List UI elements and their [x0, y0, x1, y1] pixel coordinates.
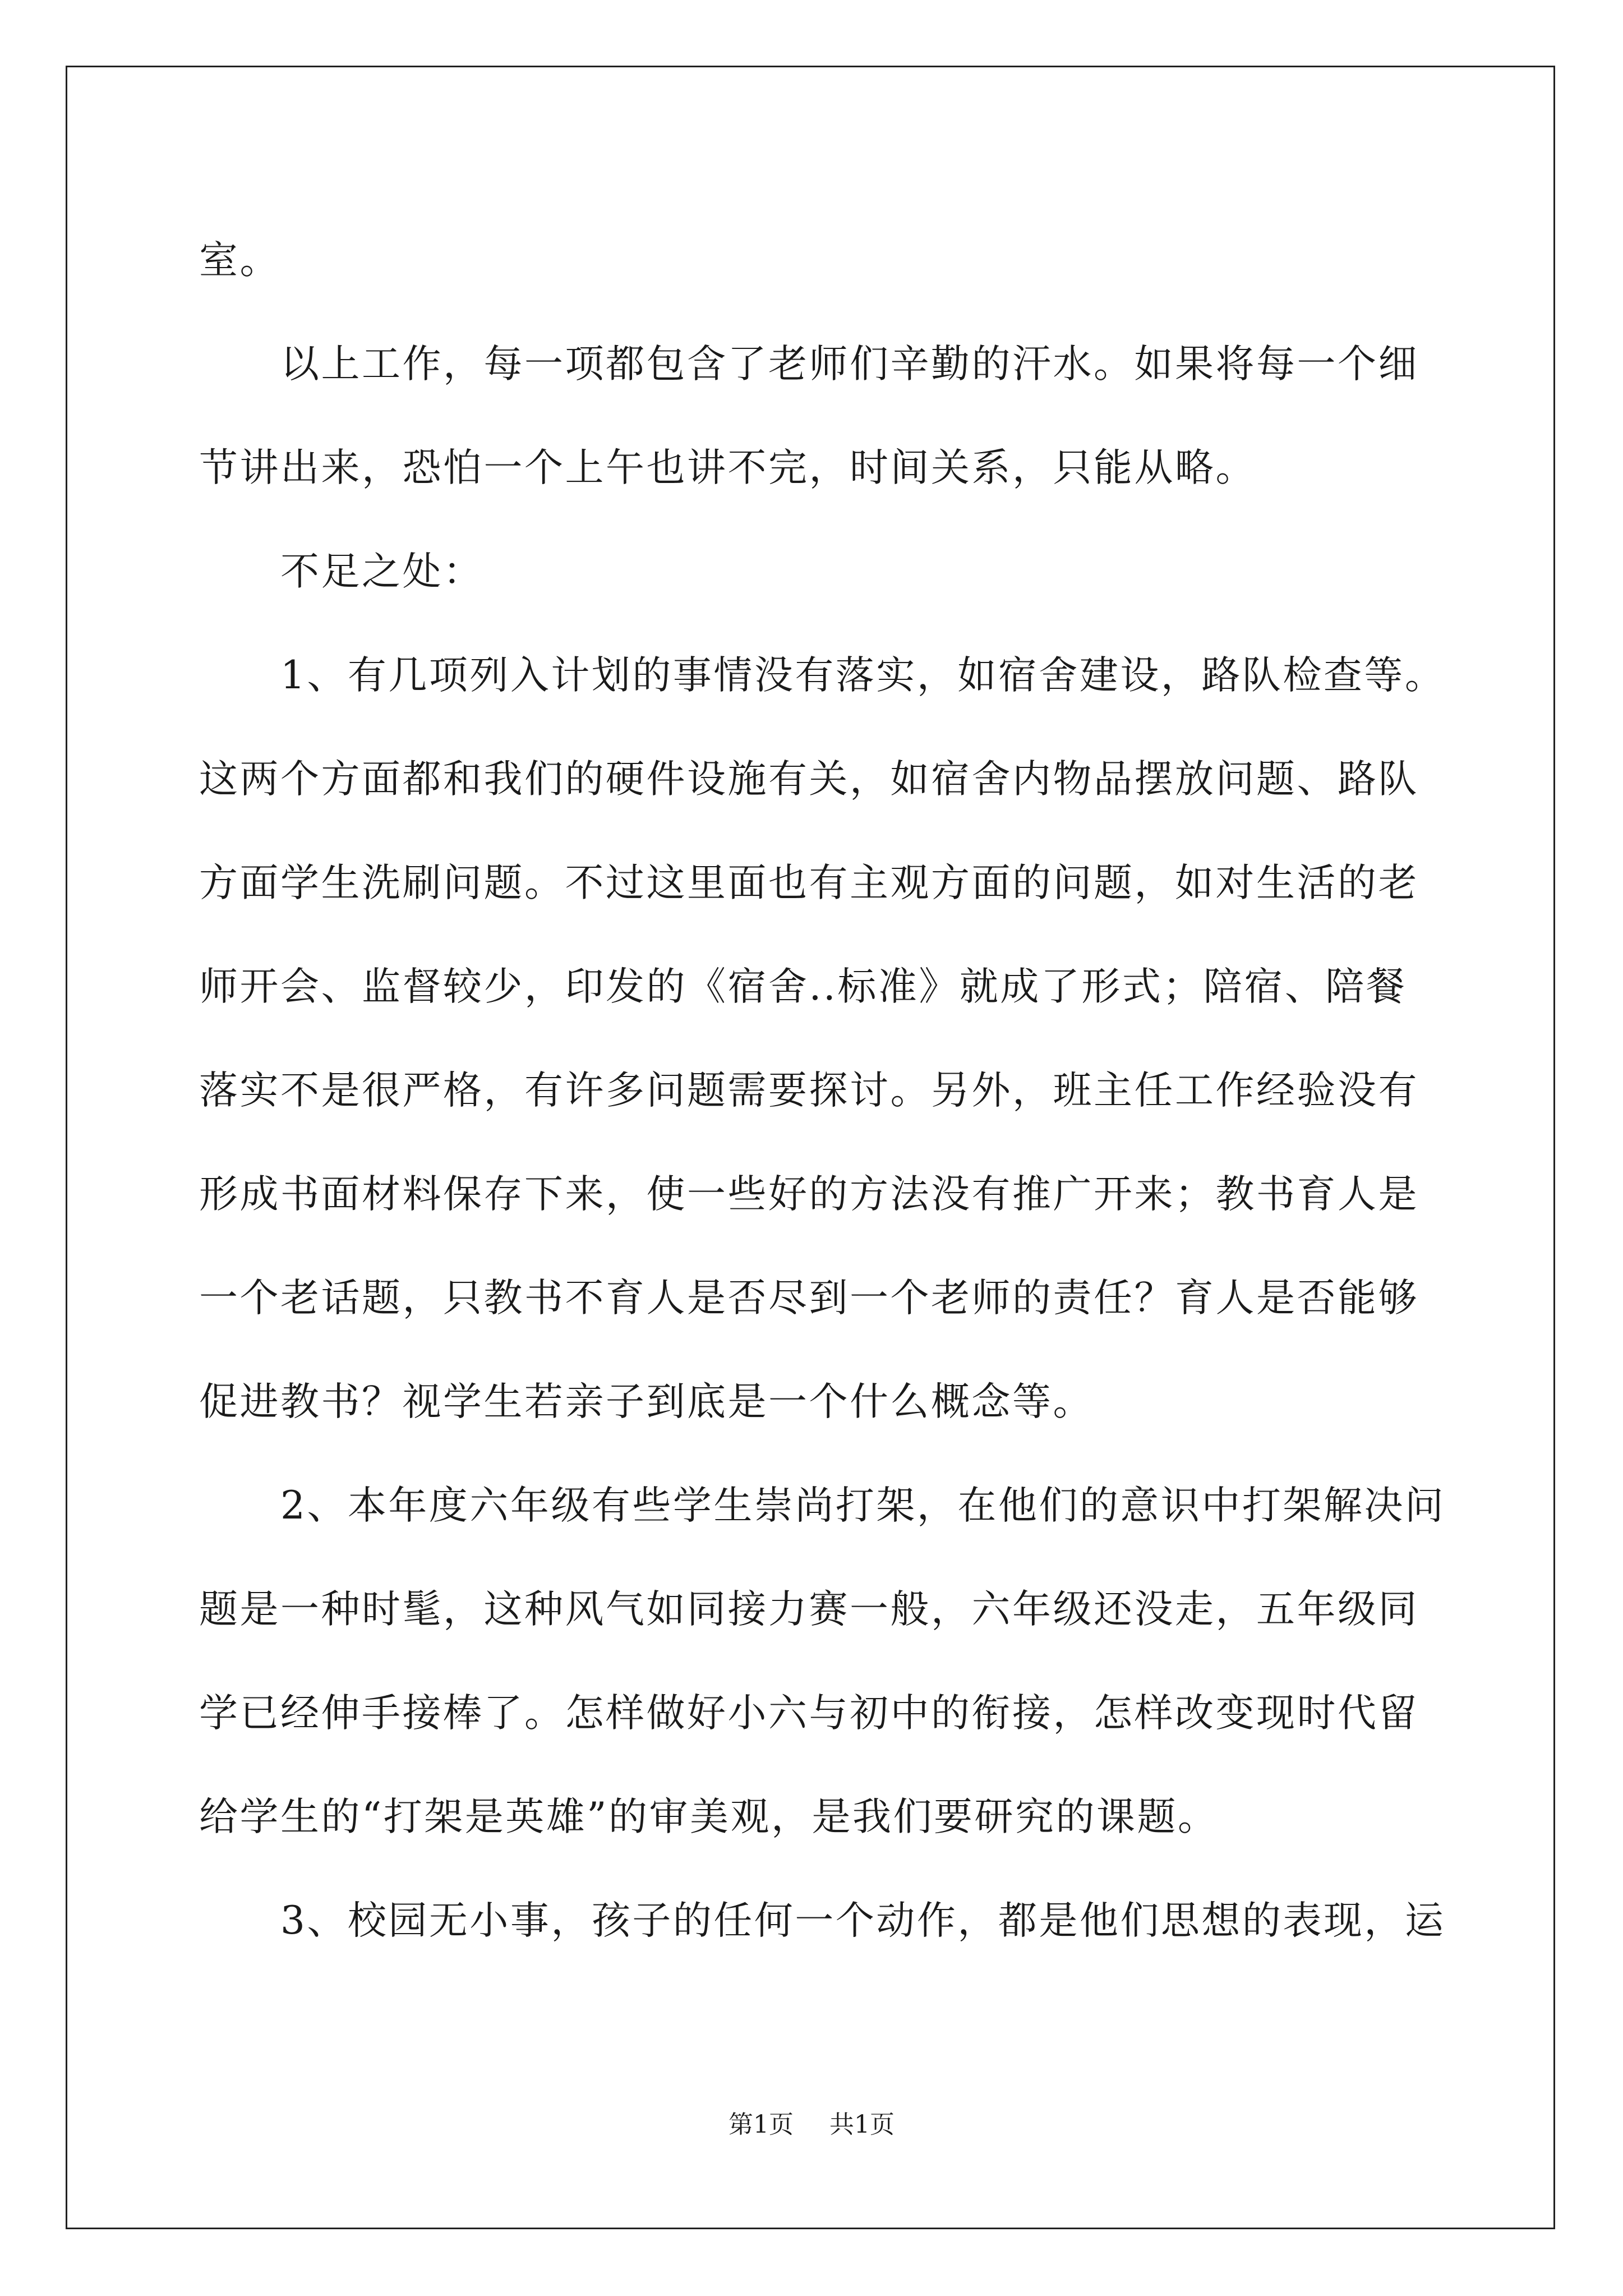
text-line-8: 师开会、监督较少，印发的《宿舍..标准》就成了形式；陪宿、陪餐 [199, 964, 1407, 1009]
text-line-17: 3、校园无小事，孩子的任何一个动作，都是他们思想的表现，运 [280, 1898, 1446, 1943]
text-line-12: 促进教书？视学生若亲子到底是一个什么概念等。 [199, 1379, 1094, 1424]
text-line-10: 形成书面材料保存下来，使一些好的方法没有推广开来；教书育人是 [199, 1172, 1419, 1217]
page-total: 共1页 [829, 2110, 895, 2139]
text-line-2: 以上工作，每一项都包含了老师们辛勤的汗水。如果将每一个细 [280, 342, 1419, 386]
document-body [199, 209, 1446, 1973]
text-line-5: 1、有几项列入计划的事情没有落实，如宿舍建设，路队检查等。 [280, 653, 1446, 698]
text-line-3: 节讲出来，恐怕一个上午也讲不完，时间关系，只能从略。 [199, 445, 1256, 490]
text-line-11: 一个老话题，只教书不育人是否尽到一个老师的责任？育人是否能够 [199, 1276, 1419, 1320]
text-line-13: 2、本年度六年级有些学生崇尚打架，在他们的意识中打架解决问 [280, 1483, 1446, 1528]
page-footer [0, 2108, 1623, 2142]
text-line-6: 这两个方面都和我们的硬件设施有关，如宿舍内物品摆放问题、路队 [199, 757, 1419, 802]
text-line-4: 不足之处： [280, 549, 484, 594]
text-line-1: 室。 [199, 238, 280, 283]
page-number: 第1页 [728, 2110, 794, 2139]
text-line-9: 落实不是很严格，有许多问题需要探讨。另外，班主任工作经验没有 [199, 1068, 1419, 1113]
text-line-7: 方面学生洗刷问题。不过这里面也有主观方面的问题，如对生活的老 [199, 861, 1419, 905]
text-line-15: 学已经伸手接棒了。怎样做好小六与初中的衔接，怎样改变现时代留 [199, 1691, 1419, 1736]
text-line-16: 给学生的“打架是英雄”的审美观，是我们要研究的课题。 [199, 1795, 1219, 1839]
text-line-14: 题是一种时髦，这种风气如同接力赛一般，六年级还没走，五年级同 [199, 1587, 1419, 1632]
